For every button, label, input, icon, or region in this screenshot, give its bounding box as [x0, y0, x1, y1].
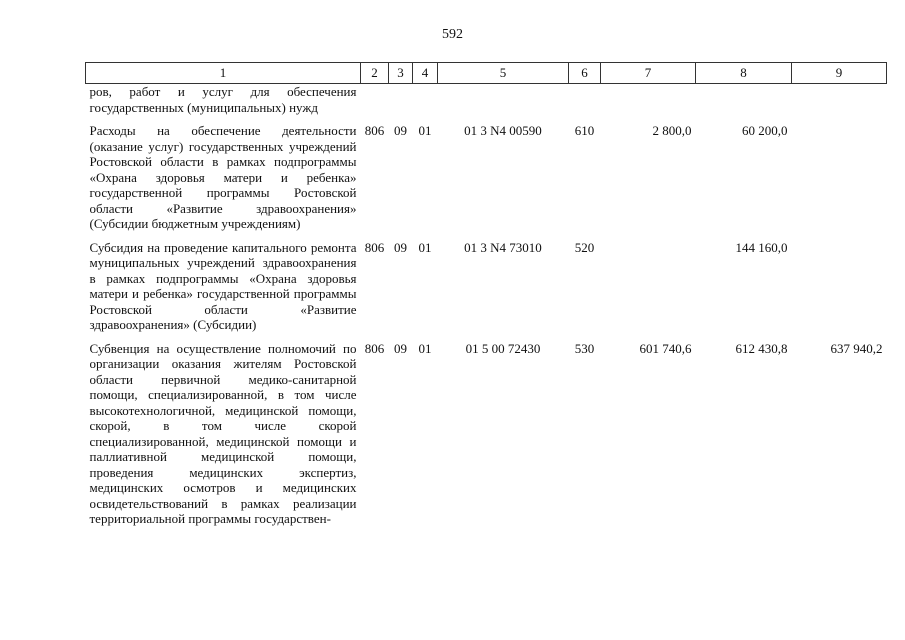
row-description: Расходы на обеспечение деятельности (оказание услуг) государственных учреждений Ростовской области в рамках подпрограммы «Охрана здоровья матери и ребенка» государственной программы Ростовской области «Развитие здравоохранения» (Субсидии бюджетным учреждениям)	[89, 123, 357, 231]
row-amount-7	[601, 240, 696, 333]
row-amount-7	[601, 84, 696, 116]
row-description: ров, работ и услуг для обеспечения государственных (муниципальных) нужд	[89, 84, 357, 115]
row-code-section: 09	[394, 123, 407, 138]
row-code-section: 09	[394, 239, 407, 255]
row-gap	[86, 333, 887, 341]
row-gap	[86, 115, 887, 123]
row-description: Субвенция на осуществление полномочий по организации оказания жителям Ростовской области первичной медико-санитарной помощи, специализированной, в том числе высокотехнологичной, медицинской помощи, скорой, в том числе скорой специализированной, медицинской помощи и паллиативной медицинской помощи, проведения медицинских экспертиз, медицинских осмотров и медицинских освидетельствований в рамках реализации территориальной программы государствен-	[89, 340, 357, 526]
header-cell-9: 9	[792, 63, 887, 84]
row-target-article: 01 3 N4 00590	[464, 123, 542, 138]
row-code-ministry: 806	[364, 239, 385, 255]
table-row	[86, 84, 887, 116]
row-amount-9: 637 940,2	[830, 340, 883, 356]
row-amount-9	[792, 123, 887, 232]
row-code-ministry	[361, 84, 389, 116]
row-code-ministry: 806	[364, 340, 385, 356]
row-target-article: 01 5 00 72430	[465, 340, 541, 356]
table-header-row	[86, 63, 887, 84]
header-cell-6: 6	[569, 63, 601, 84]
row-expense-type	[569, 84, 601, 116]
page-number: 592	[442, 27, 463, 42]
table-row	[86, 341, 887, 527]
row-amount-8: 612 430,8	[735, 340, 788, 356]
row-code-section	[389, 84, 413, 116]
row-amount-7: 601 740,6	[639, 340, 692, 356]
header-cell-2: 2	[361, 63, 389, 84]
row-amount-9	[792, 84, 887, 116]
table-row	[86, 240, 887, 333]
header-cell-1: 1	[86, 63, 361, 84]
row-code-section: 09	[394, 340, 407, 356]
header-cell-7: 7	[601, 63, 696, 84]
row-code-subsection: 01	[418, 239, 432, 255]
row-description: Субсидия на проведение капитального ремонта муниципальных учреждений здравоохранения в рамках подпрограммы «Охрана здоровья матери и ребенка» государственной программы Ростовской области «Развитие здравоохранения» (Субсидии)	[89, 239, 357, 332]
row-expense-type: 610	[574, 123, 595, 138]
row-expense-type: 520	[574, 239, 595, 255]
header-cell-3: 3	[389, 63, 413, 84]
row-target-article	[438, 84, 569, 116]
row-code-subsection: 01	[418, 340, 432, 356]
row-code-subsection	[413, 84, 438, 116]
row-code-ministry: 806	[364, 123, 385, 138]
row-gap	[86, 232, 887, 240]
row-amount-7: 2 800,0	[652, 123, 692, 138]
row-amount-9	[792, 240, 887, 333]
header-cell-4: 4	[413, 63, 438, 84]
budget-table	[85, 62, 887, 527]
row-amount-8	[696, 84, 792, 116]
table-row	[86, 123, 887, 232]
row-amount-8: 144 160,0	[735, 239, 788, 255]
row-amount-8: 60 200,0	[742, 123, 788, 138]
row-code-subsection: 01	[418, 123, 432, 138]
header-cell-8: 8	[696, 63, 792, 84]
row-target-article: 01 3 N4 73010	[464, 239, 542, 255]
row-expense-type: 530	[574, 340, 595, 356]
header-cell-5: 5	[438, 63, 569, 84]
